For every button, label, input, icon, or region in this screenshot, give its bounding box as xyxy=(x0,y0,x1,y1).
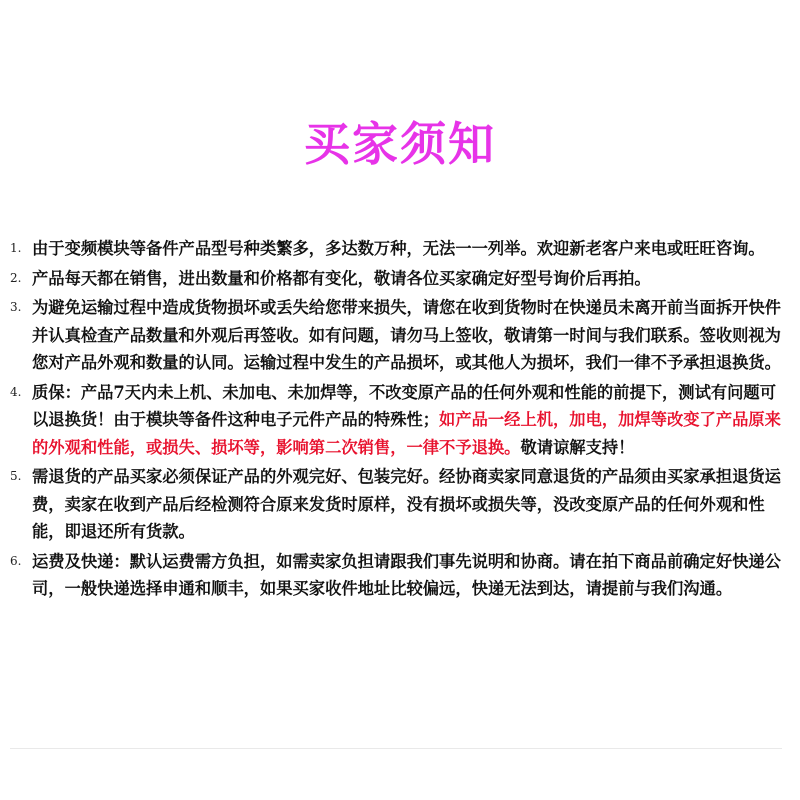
list-item xyxy=(10,548,782,603)
list-item xyxy=(10,235,782,263)
item-number: 3. xyxy=(10,300,22,314)
item-text: 运费及快递：默认运费需方负担，如需卖家负担请跟我们事先说明和协商。请在拍下商品前确定好快递公司，一般快递选择申通和顺丰，如果买家收件地址比较偏远，快递无法到达，请提前与我们沟通。 xyxy=(32,551,781,598)
item-number: 4. xyxy=(10,384,22,399)
item-text: 产品每天都在销售，进出数量和价格都有变化，敬请各位买家确定好型号询价后再拍。 xyxy=(32,268,651,288)
list-item xyxy=(10,294,782,377)
page-title: 买家须知 xyxy=(304,117,496,171)
item-text-end: 敬请谅解支持！ xyxy=(520,437,635,457)
item-text: 为避免运输过程中造成货物损坏或丢失给您带来损失，请您在收到货物时在快递员未离开前当面拆开快件并认真检查产品数量和外观后再签收。如有问题，请勿马上签收，敬请第一时间与我们联系。签收则视为您对产品外观和数量的认同。运输过程中发生的产品损坏，或其他人为损坏，我们一律不予承担退换货。 xyxy=(32,298,781,372)
item-text: 需退货的产品买家必须保证产品的外观完好、包装完好。经协商卖家同意退货的产品须由买家承担退货运费，卖家在收到产品后经检测符合原来发货时原样，没有损坏或损失等，没改变原产品的任何外观和性能，即退还所有货款。 xyxy=(32,467,781,541)
notice-list xyxy=(10,235,782,605)
item-text: 质保：产品7天内未上机、未加电、未加焊等，不改变原产品的任何外观和性能的前提下，测试有问题可以退换货！由于模块等备件这种电子元件产品的特殊性； xyxy=(32,382,776,429)
item-number: 2. xyxy=(10,270,22,285)
divider xyxy=(10,748,782,749)
warning-text: 如产品一经上机，加电，加焊等改变了产品原来的外观和性能，或损失、损坏等，影响第二次销售，一律不予退换。 xyxy=(32,410,781,457)
list-item xyxy=(10,379,782,462)
item-number: 1. xyxy=(10,241,22,255)
list-item xyxy=(10,463,782,546)
item-number: 5. xyxy=(10,469,22,483)
item-number: 6. xyxy=(10,553,22,568)
list-item xyxy=(10,265,782,293)
item-text: 由于变频模块等备件产品型号种类繁多，多达数万种，无法一一列举。欢迎新老客户来电或旺旺咨询。 xyxy=(32,239,765,258)
